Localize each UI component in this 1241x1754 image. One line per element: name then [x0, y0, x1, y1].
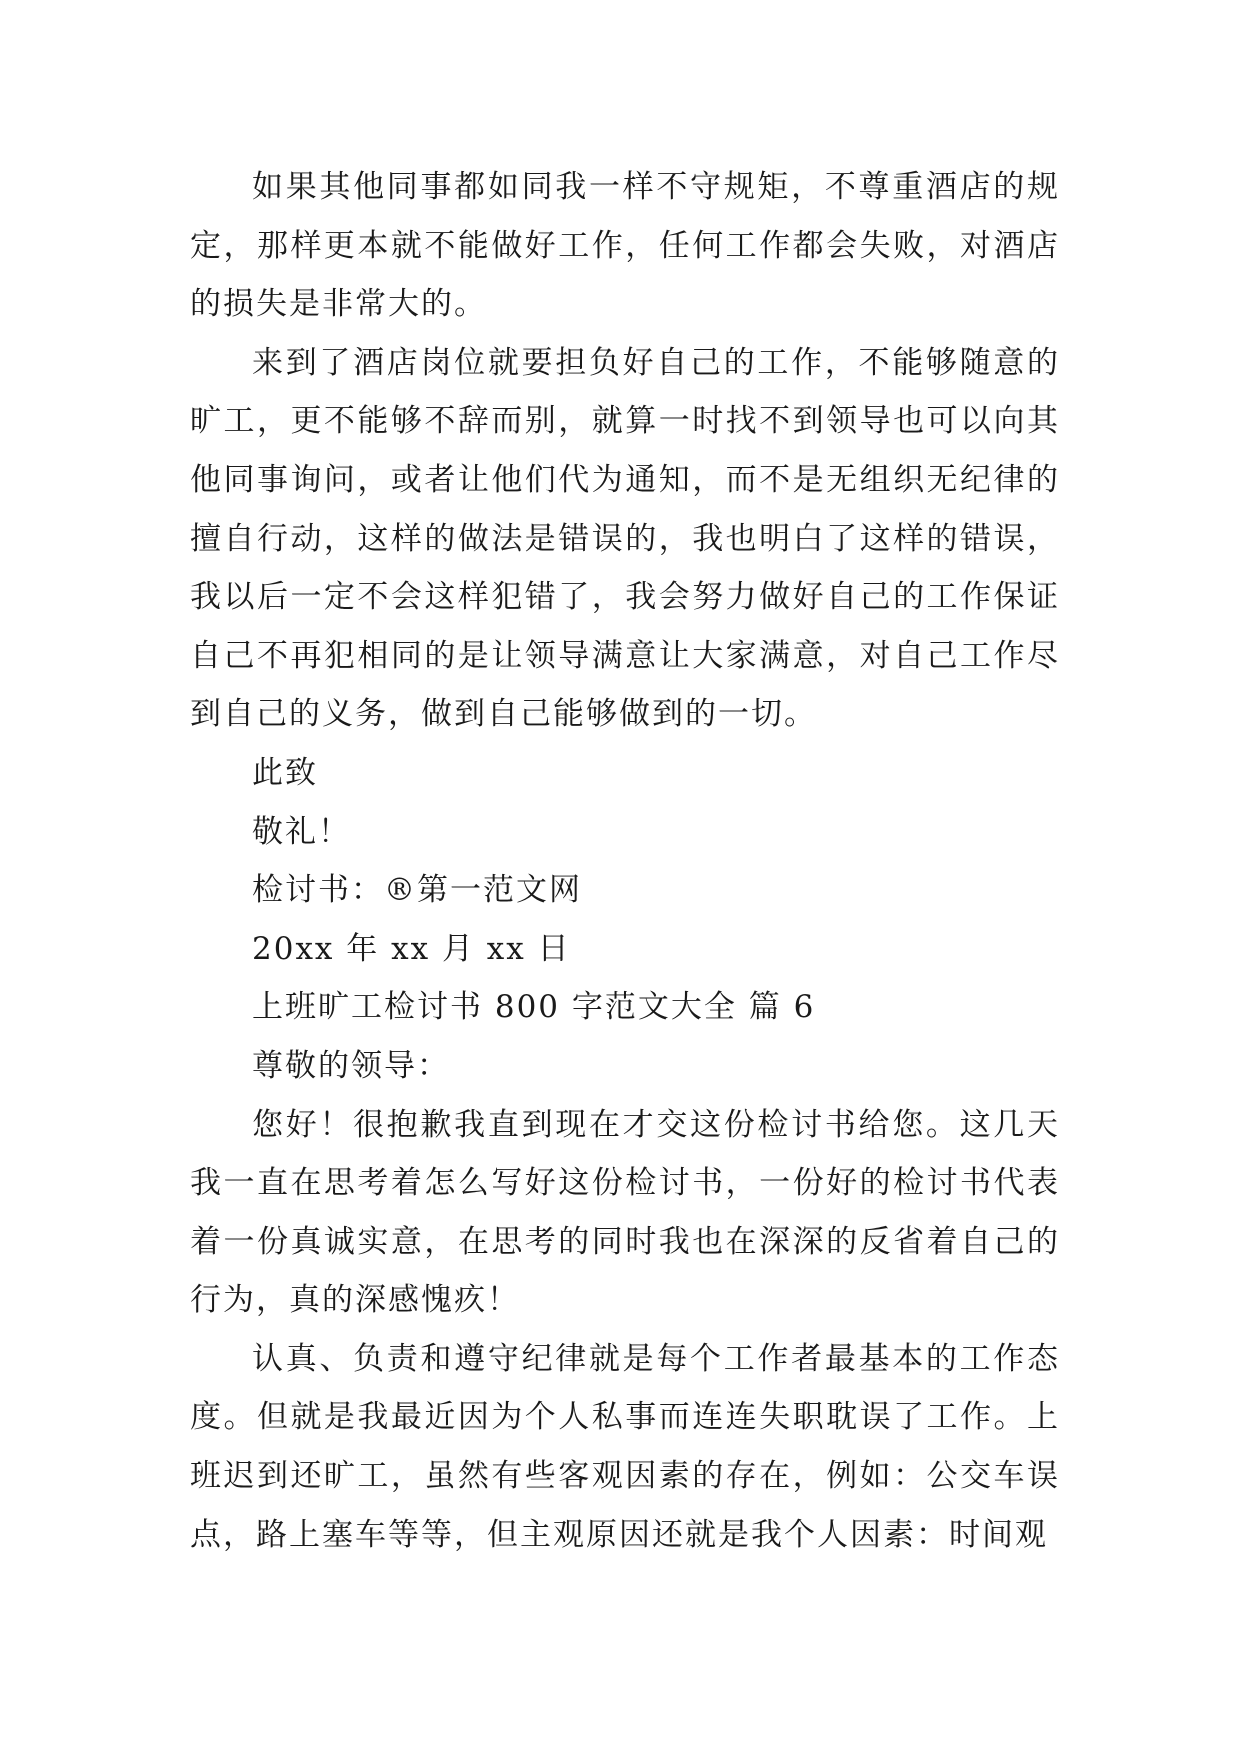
- greeting-text: 尊敬的领导：: [252, 1047, 450, 1084]
- paragraph-apology: 您好！很抱歉我直到现在才交这份检讨书给您。这几天我一直在思考着怎么写好这份检讨书，一份好的检讨书代表着一份真诚实意，在思考的同时我也在深深的反省着自己的行为，真的深感愧疚！: [190, 1106, 1060, 1319]
- paragraph-rules: 如果其他同事都如同我一样不守规矩，不尊重酒店的规定，那样更本就不能做好工作，任何工作都会失败，对酒店的损失是非常大的。: [190, 169, 1060, 323]
- paragraph-discipline: 认真、负责和遵守纪律就是每个工作者最基本的工作态度。但就是我最近因为个人私事而连连失职耽误了工作。上班迟到还旷工，虽然有些客观因素的存在，例如：公交车误点，路上塞车等等，但主观原因还就是我个人因素：时间观: [190, 1340, 1060, 1553]
- salute-text: 敬礼！: [252, 813, 351, 850]
- paragraph-absence: 来到了酒店岗位就要担负好自己的工作，不能够随意的旷工，更不能够不辞而别，就算一时找不到领导也可以向其他同事询问，或者让他们代为通知，而不是无组织无纪律的擅自行动，这样的做法是错误的，我也明白了这样的错误，我以后一定不会这样犯错了，我会努力做好自己的工作保证自己不再犯相同的是让领导满意让大家满意，对自己工作尽到自己的义务，做到自己能够做到的一切。: [190, 344, 1060, 733]
- date-text: 20xx 年 xx 月 xx 日: [252, 930, 571, 967]
- signature-text: 检讨书：®第一范文网: [252, 872, 582, 909]
- closing-text: 此致: [252, 754, 318, 791]
- document-body: [190, 158, 1060, 1564]
- section-title: 上班旷工检讨书 800 字范文大全 篇 6: [252, 989, 816, 1026]
